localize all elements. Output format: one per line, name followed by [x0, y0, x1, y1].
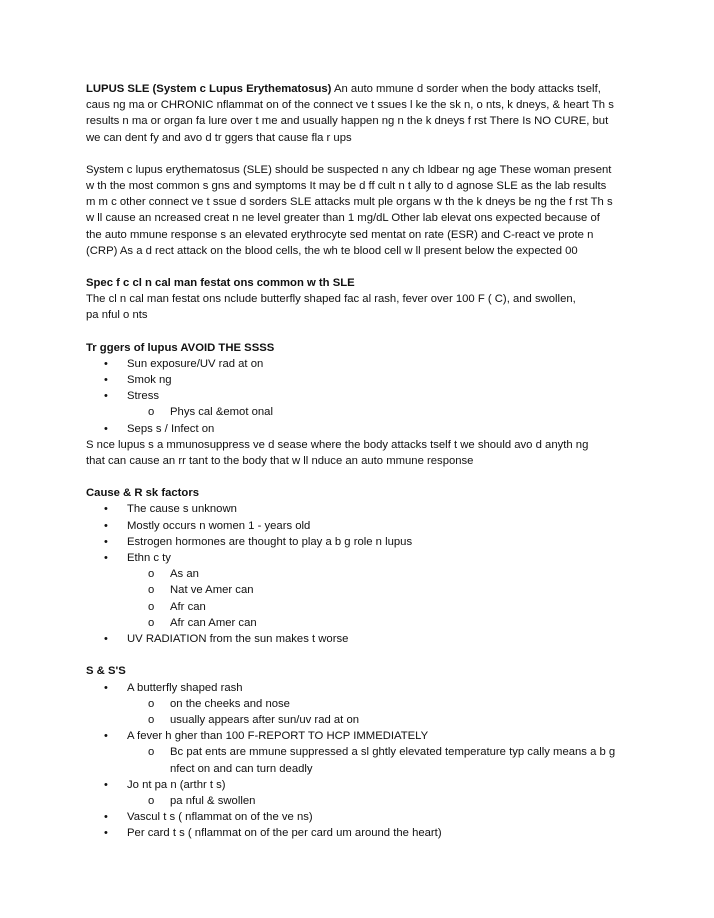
sub-bullet-icon: o	[148, 746, 155, 759]
triggers-after-line-2: that can cause an rr tant to the body that w ll nduce an auto mmune response	[86, 455, 474, 468]
list-item: • Vascul t s ( nflammat on of the ve ns)	[86, 809, 642, 825]
bullet-icon: •	[104, 552, 108, 565]
sub-bullet-icon: o	[148, 600, 155, 613]
bullet-icon: •	[104, 535, 108, 548]
list-item: • Sun exposure/UV rad at on	[86, 356, 642, 372]
sub-bullet-icon: o	[148, 713, 155, 726]
list-item: • Per card t s ( nflammat on of the per card um around the heart)	[86, 825, 642, 841]
sub-list-item: o pa nful & swollen	[86, 793, 642, 809]
causes-list	[86, 501, 642, 647]
sub-bullet-icon: o	[148, 568, 155, 581]
manifestations-line-1: The cl n cal man festat ons nclude butterfly shaped fac al rash, fever over 100 F ( C), and swollen,	[86, 293, 576, 306]
sub-bullet-icon: o	[148, 584, 155, 597]
bullet-icon: •	[104, 503, 108, 516]
sub-list-item: o As an	[86, 566, 642, 582]
sle-line-3: m m c other connect ve t ssue d sorders SLE attacks mult ple organs w th the k dneys be ng the f rst Th s	[86, 196, 613, 209]
sub-list-item: o Nat ve Amer can	[86, 582, 642, 598]
bullet-icon: •	[104, 730, 108, 743]
sub-bullet-icon: o	[148, 697, 155, 710]
sub-list-item: o Phys cal &emot onal	[86, 404, 642, 420]
sub-bullet-icon: o	[148, 406, 155, 419]
intro-paragraph	[86, 81, 642, 146]
sub-list-item: o usually appears after sun/uv rad at on	[86, 712, 642, 728]
intro-line-1: LUPUS SLE (System c Lupus Erythematosus) An auto mmune d sorder when the body attacks tself,	[86, 83, 601, 95]
bullet-icon: •	[104, 811, 108, 824]
bullet-icon: •	[104, 357, 108, 370]
list-item: • UV RADIATION from the sun makes t worse	[86, 631, 642, 647]
intro-line-3: results n ma or organ fa lure over t me and usually happen ng n the k dneys f rst There Is NO CURE, but	[86, 115, 609, 128]
bullet-icon: •	[104, 519, 108, 532]
document-title: LUPUS SLE (System c Lupus Erythematosus)	[86, 83, 332, 95]
list-item: • Stress	[86, 388, 642, 404]
sub-bullet-icon: o	[148, 794, 155, 807]
list-item: • Estrogen hormones are thought to play a b g role n lupus	[86, 534, 642, 550]
triggers-after-line-1: S nce lupus s a mmunosuppress ve d sease where the body attacks tself t we should avo d anyth ng	[86, 438, 589, 451]
triggers-list	[86, 356, 642, 437]
list-item: • Mostly occurs n women 1 - years old	[86, 518, 642, 534]
sle-line-5: the auto mmune response s an elevated erythrocyte sed mentat on rate (ESR) and C-react ve prote n	[86, 228, 594, 241]
bullet-icon: •	[104, 374, 108, 387]
signs-symptoms-section	[86, 663, 642, 841]
intro-line-2: caus ng ma or CHRONIC nflammat on of the connect ve t ssues l ke the sk n, o nts, k dneys, & heart Th s	[86, 99, 614, 112]
sub-bullet-icon: o	[148, 616, 155, 629]
bullet-icon: •	[104, 422, 108, 435]
manifestations-heading: Spec f c cl n cal man festat ons common w th SLE	[86, 277, 355, 290]
sle-line-4: w ll cause an ncreased creat n ne level greater than 1 mg/dL Other lab elevat ons expected because of	[86, 212, 600, 225]
list-item: • Seps s / Infect on	[86, 421, 642, 437]
bullet-icon: •	[104, 633, 108, 646]
causes-heading: Cause & R sk factors	[86, 487, 200, 500]
list-item: • Jo nt pa n (arthr t s)	[86, 777, 642, 793]
signs-symptoms-list	[86, 680, 642, 842]
list-item: • Ethn c ty	[86, 550, 642, 566]
list-item: • The cause s unknown	[86, 501, 642, 517]
triggers-heading: Tr ggers of lupus AVOID THE SSSS	[86, 341, 275, 354]
bullet-icon: •	[104, 778, 108, 791]
bullet-icon: •	[104, 390, 108, 403]
manifestations-line-2: pa nful o nts	[86, 309, 148, 322]
sub-list-item: o Afr can	[86, 599, 642, 615]
manifestations-section	[86, 275, 642, 324]
list-item: • A fever h gher than 100 F-REPORT TO HCP IMMEDIATELY	[86, 728, 642, 744]
sle-line-2: w th the most common s gns and symptoms It may be d ff cult n t ally to d agnose SLE as the lab results	[86, 180, 607, 193]
sub-list-item: o Afr can Amer can	[86, 615, 642, 631]
intro-line-4: we can dent fy and avo d tr ggers that cause fla r ups	[86, 131, 352, 144]
triggers-section	[86, 340, 642, 470]
bullet-icon: •	[104, 681, 108, 694]
signs-symptoms-heading: S & S'S	[86, 665, 126, 678]
sub-list-item: o Bc pat ents are mmune suppressed a sl ghtly elevated temperature typ cally means a b g nfect on and can turn deadly	[148, 746, 616, 775]
bullet-icon: •	[104, 827, 108, 840]
list-item: • Smok ng	[86, 372, 642, 388]
list-item: • A butterfly shaped rash	[86, 680, 642, 696]
document-body	[86, 81, 642, 842]
sle-line-1: System c lupus erythematosus (SLE) should be suspected n any ch ldbear ng age These woman present	[86, 163, 612, 176]
causes-section	[86, 485, 642, 647]
sle-paragraph	[86, 162, 642, 259]
sub-list-item: o on the cheeks and nose	[86, 696, 642, 712]
sle-line-6: (CRP) As a d rect attack on the blood cells, the wh te blood cell w ll present below the expected 00	[86, 244, 578, 257]
